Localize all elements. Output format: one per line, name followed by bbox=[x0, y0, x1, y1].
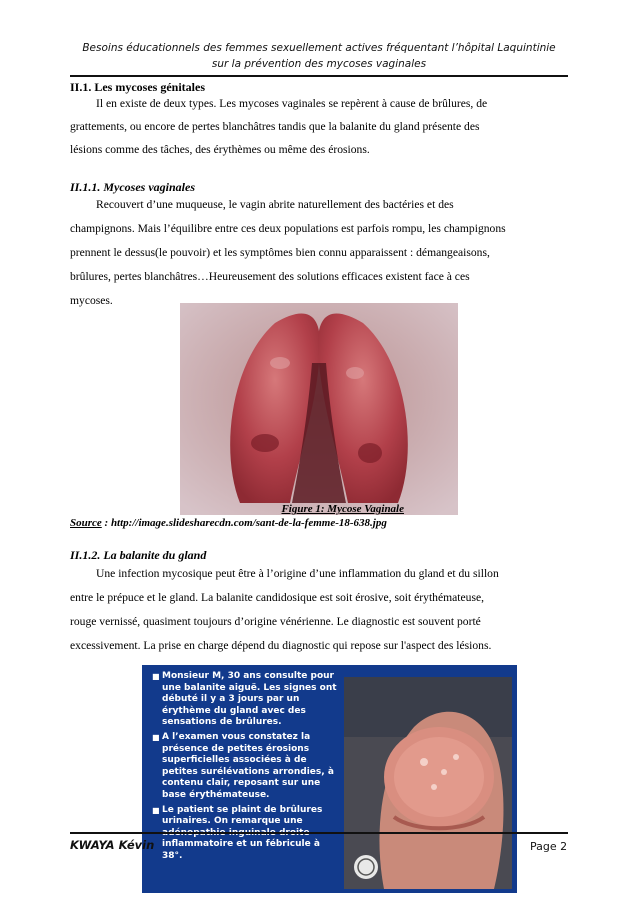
paragraph-line: excessivement. La prise en charge dépend du diagnostic qui repose sur l'aspect des lésions. bbox=[70, 639, 492, 652]
slide-text bbox=[152, 671, 342, 866]
paragraph-line: Une infection mycosique peut être à l’origine d’une inflammation du gland et du sillon bbox=[96, 567, 499, 580]
header-line-1: Besoins éducationnels des femmes sexuellement actives fréquentant l’hôpital Laquintinie bbox=[82, 42, 556, 54]
paragraph-2-1-2 bbox=[70, 562, 566, 658]
header-line-2: sur la prévention des mycoses vaginales bbox=[211, 58, 427, 70]
slide-bullet: ■ A l’examen vous constatez la présence de petites érosions superficielles associées à de petites surélévations arrondies, à contenu clair, reposant sur une base érythémateuse. bbox=[152, 731, 334, 800]
vaginal-mycosis-photo bbox=[180, 303, 458, 515]
paragraph-line: mycoses. bbox=[70, 294, 113, 307]
source-url: : http://image.slidesharecdn.com/sant-de-la-femme-18-638.jpg bbox=[101, 517, 387, 529]
balanitis-case-slide bbox=[142, 665, 517, 893]
paragraph-line: entre le prépuce et le gland. La balanite candidosique est soit érosive, soit érythémateuse, bbox=[70, 591, 485, 604]
paragraph-line: Recouvert d’une muqueuse, le vagin abrite naturellement des bactéries et des bbox=[96, 198, 454, 211]
section-title-2-1: II.1. Les mycoses génitales bbox=[70, 80, 205, 94]
footer-author: KWAYA Kévin bbox=[70, 838, 155, 852]
header-rule bbox=[70, 75, 568, 77]
paragraph-line: prennent le dessus(le pouvoir) et les symptômes bien connu apparaissent : démangeaisons, bbox=[70, 246, 490, 259]
section-title-2-1-2: II.1.2. La balanite du gland bbox=[70, 548, 207, 562]
figure-caption: Figure 1: Mycose Vaginale bbox=[281, 503, 404, 515]
running-header bbox=[70, 40, 568, 72]
paragraph-line: rouge vernissé, quasiment toujours d’origine vénérienne. Le diagnostic est souvent porté bbox=[70, 615, 481, 628]
slide-bullet: ■ Le patient se plaint de brûlures urinaires. On remarque une adénopathie inguinale droite inflammatoire et un fébricule à 38°. bbox=[152, 804, 323, 861]
paragraph-line: lésions comme des tâches, des érythèmes ou même des érosions. bbox=[70, 143, 370, 156]
balanitis-photo bbox=[344, 677, 512, 889]
section-title-2-1-1: II.1.1. Mycoses vaginales bbox=[70, 180, 195, 194]
paragraph-2-1 bbox=[70, 92, 566, 161]
source-label: Source bbox=[70, 517, 102, 529]
paragraph-line: brûlures, pertes blanchâtres…Heureusement des solutions efficaces existent face à ces bbox=[70, 270, 470, 283]
paragraph-line: champignons. Mais l’équilibre entre ces deux populations est parfois rompu, les champignons bbox=[70, 222, 506, 235]
slide-bullet: ■ Monsieur M, 30 ans consulte pour une balanite aiguë. Les signes ont débuté il y a 3 jours par un érythème du gland avec des sensations de brûlures. bbox=[152, 671, 337, 728]
paragraph-2-1-1 bbox=[70, 193, 566, 313]
paragraph-line: grattements, ou encore de pertes blanchâtres tandis que la balanite du gland présente des bbox=[70, 120, 480, 133]
footer-rule bbox=[70, 832, 568, 834]
page-number: Page 2 bbox=[530, 840, 568, 853]
figure-source bbox=[70, 517, 387, 529]
paragraph-line: Il en existe de deux types. Les mycoses vaginales se repèrent à cause de brûlures, de bbox=[96, 97, 488, 110]
